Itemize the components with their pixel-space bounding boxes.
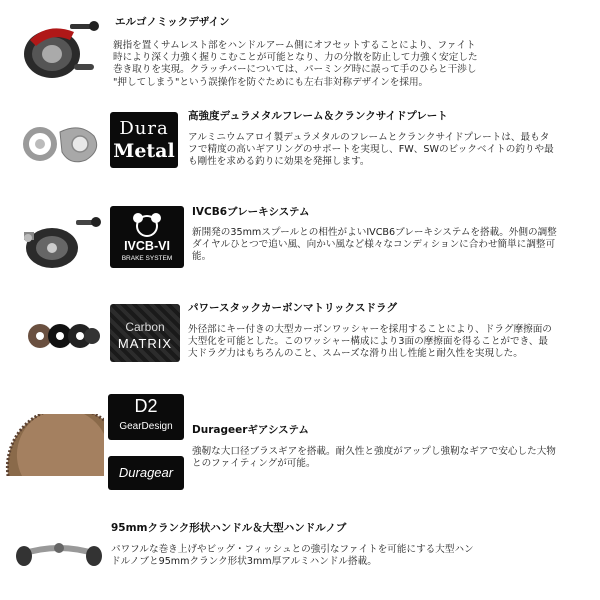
section-body: 新開発の35mmスプールとの相性がよいIVCB6ブレーキシステムを搭載。外側の調整 ダイヤルひとつで追い風、向かい風など様々なコンディションに合わせ簡単に調整可 能。: [192, 227, 557, 263]
section-title: パワースタックカーボンマトリックスドラグ: [188, 302, 397, 314]
section-body: 親指を置くサムレスト部をハンドルアーム側にオフセットすることにより、ファイト 時により深く力強く握りこむことが可能となり、力の分散を防止して力強く安定した 巻き取りを実現。クラッチバーについては、パーミング時に誤って手のひらと干渉し "押してしまう"という誤操作を防ぐためにも左右非対称デザインを採用。: [113, 40, 478, 88]
section-body: アルミニウムアロイ製デュラメタルのフレームとクランクサイドプレートは、最もタ フで精度の高いギアリングのサポートを実現し、FW、SWのビックベイトの釣りや最 も剛性を求める釣りに効果を発揮します。: [188, 132, 554, 168]
section-body: 外径部にキー付きの大型カーボンワッシャーを採用することにより、ドラグ摩擦面の 大型化を可能とした。このワッシャー構成により3面の摩擦面を得ることができ、最 大ドラグ力はもちろんのこと、スムーズな滑り出し性能と耐久性を実現した。: [188, 324, 552, 360]
brake-logo-mark-icon: [128, 210, 166, 238]
brass-gear-icon: [4, 414, 104, 476]
section-carbon-matrix: [0, 298, 600, 393]
section-title: IVCB6ブレーキシステム: [192, 206, 310, 218]
drag-washers-icon: [26, 316, 100, 356]
d2-geardesign-logo: D2 GearDesign: [108, 394, 184, 440]
section-title: 高強度デュラメタルフレーム＆クランクサイドプレート: [188, 110, 448, 122]
section-title: 95mmクランク形状ハンドル＆大型ハンドルノブ: [111, 522, 347, 534]
section-body: パワフルな巻き上げやビッグ・フィッシュとの強引なファイトを可能にする大型ハン ドルノブと95mmクランク形状3mm厚アルミハンドル搭載。: [111, 544, 474, 568]
frame-parts-icon: [20, 118, 104, 168]
ivcb-logo: IVCB-VI BRAKE SYSTEM: [110, 206, 184, 268]
dura-metal-logo: Dura Metal: [110, 112, 178, 168]
handle-icon: [14, 532, 104, 572]
carbon-matrix-logo: Carbon MATRIX: [110, 304, 180, 362]
reel-icon: [18, 14, 100, 82]
section-title: Durageerギアシステム: [192, 424, 309, 436]
section-body: 強靭な大口径ブラスギアを搭載。耐久性と強度がアップし強靭なギアで安心した大物 とのファイティングが可能。: [192, 446, 556, 470]
section-title: エルゴノミックデザイン: [115, 16, 230, 28]
section-handle: [0, 510, 600, 600]
brake-reel-icon: [10, 210, 102, 274]
section-ergonomic: [0, 0, 600, 95]
section-duragear: [0, 392, 600, 502]
section-dura-metal: [0, 100, 600, 195]
duragear-logo: Duragear: [108, 456, 184, 490]
section-ivcb6: [0, 200, 600, 295]
